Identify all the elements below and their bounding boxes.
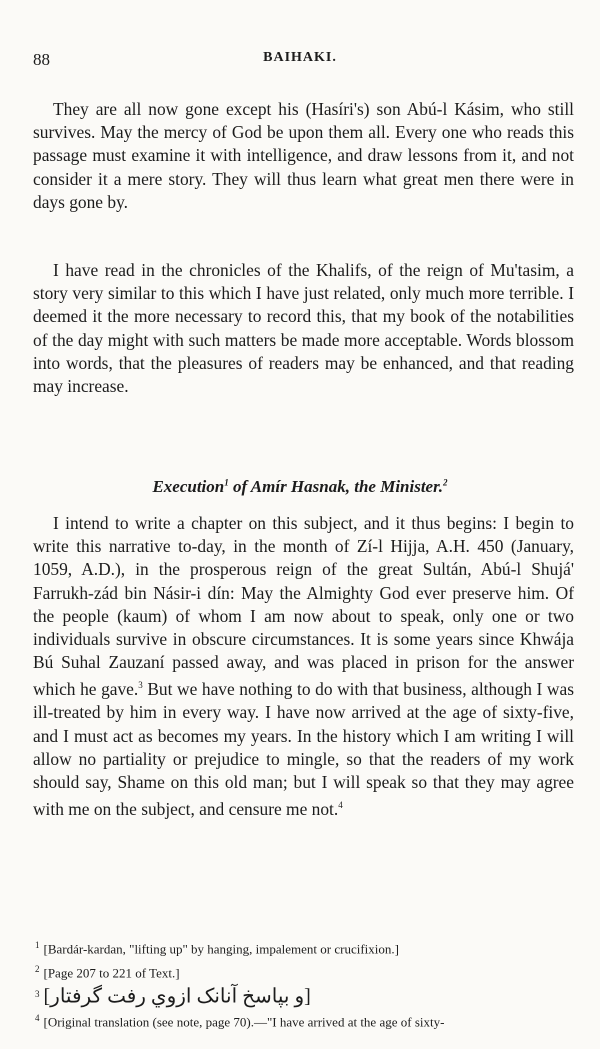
footnote: [33, 935, 574, 959]
section-title-footnote-ref-1: 1: [224, 477, 229, 488]
paragraph-1: They are all now gone except his (Hasíri's) son Abú-l Kásim, who still survives. May the mercy of God be upon them all. Every one who reads this passage must examine it with intelligence, and draw lessons from it, and not consider it a mere story. They will thus learn what great men there were in days gone by.: [33, 99, 574, 212]
footnote-number: 3: [35, 988, 40, 999]
footnote-text: [Page 207 to 221 of Text.]: [43, 965, 180, 981]
paragraph-3: [33, 512, 574, 821]
footnotes: [33, 935, 574, 1032]
footnote: [33, 959, 574, 983]
footnote-text: [Bardár-kardan, "lifting up" by hanging, impalement or crucifixion.]: [43, 941, 399, 957]
footnote-number: 4: [35, 1012, 40, 1023]
footnote-ref-3: 3: [138, 680, 143, 691]
section-title: [0, 477, 600, 497]
footnote-number: 2: [35, 964, 40, 975]
section-title-part1: Execution: [152, 477, 225, 496]
footnote-text: [Original translation (see note, page 70).—"I have arrived at the age of sixty-: [43, 1014, 445, 1030]
footnote-text-arabic: [و بپاسخ آنانک ازوي رفت گرفتار]: [43, 984, 311, 1007]
running-head: BAIHAKI.: [263, 50, 337, 65]
section-title-footnote-ref-2: 2: [443, 477, 448, 488]
page-header: [33, 50, 567, 74]
page-number: 88: [33, 50, 50, 69]
footnote-ref-4: 4: [338, 800, 343, 811]
paragraph-2: I have read in the chronicles of the Khalifs, of the reign of Mu'tasim, a story very similar to this which I have just related, only much more terrible. I deemed it the more necessary to record this, that my book of the notabilities of the day might with such matters be made more acceptable. Words blossom into words, that the pleasures of readers may be enhanced, and that reading may increase.: [33, 260, 574, 397]
footnote: [33, 984, 574, 1008]
paragraph-3-text-a: I intend to write a chapter on this subject, and it thus begins: I begin to write this narrative to-day, in the month of Zí-l Hijja, A.H. 450 (January, 1059, A.D.), in the prosperous reign of the great Sultán, Abú-l Shujá' Farrukh-zád bin Násir-i dín: May the Almighty God ever preserve him. Of the people (kaum) of whom I am now about to speak, only one or two individuals survive in obscure circumstances. It is some years since Khwája Bú Suhal Zauzaní passed away, and was placed in prison for the answer which he gave.: [33, 513, 574, 700]
section-title-part2: of Amír Hasnak, the Minister.: [228, 477, 444, 496]
footnote-number: 1: [35, 940, 40, 950]
paragraph-3-text-b: But we have nothing to do with that business, although I was ill-treated by him in every way. I have now arrived at the age of sixty-five, and I must act as becomes my years. In the history which I am writing I will allow no partiality or prejudice to mingle, so that the readers of my work should say, Shame on this old man; but I will speak so that they may agree with me on the subject, and censure me not.: [33, 679, 574, 820]
footnote: [33, 1008, 574, 1032]
